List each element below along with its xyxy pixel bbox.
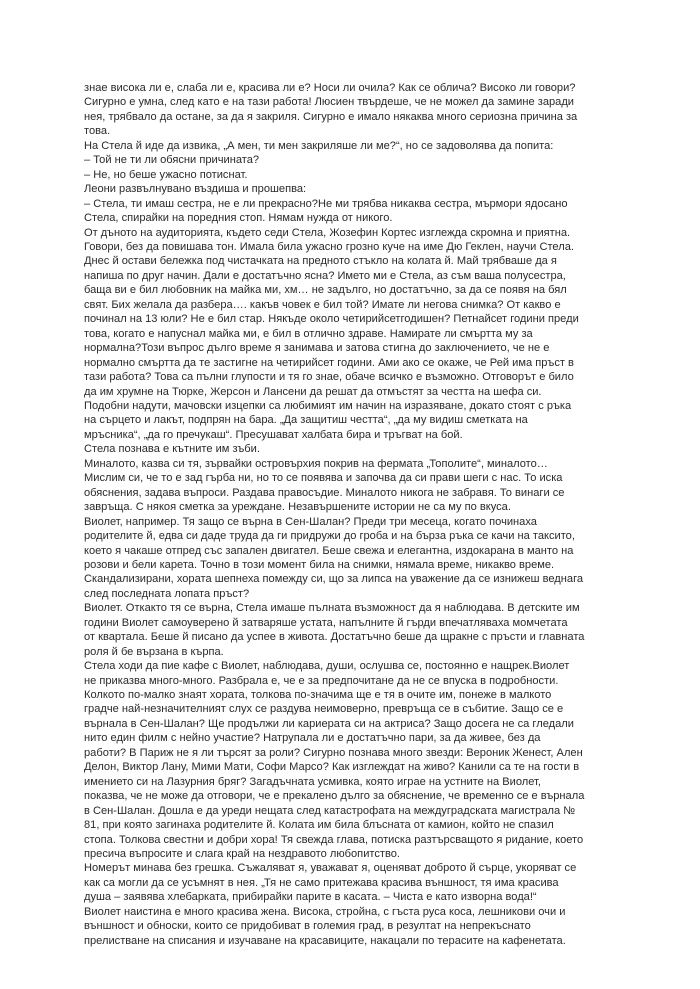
text-line: Скандализирани, хората шепнеха помежду си, що за липса на уважение да се изнижеш веднага	[84, 573, 584, 586]
text-line: Стела познава е кътните им зъби.	[84, 443, 260, 456]
text-line: тази работа? Това са пълни глупости и тя го знае, обаче всичко е възможно. Отговорът е било	[84, 371, 574, 384]
text-line: роля й бе вързана в кърпа.	[84, 645, 224, 658]
text-line: родителите й, едва си даде труда да ги придружи до гроба и на бърза ръка се качи на таксито,	[84, 530, 575, 543]
text-line: от квартала. Беше й писано да успее в живота. Достатъчно беше да щракне с пръсти и главната	[84, 631, 585, 644]
text-line: да им хрумне на Тюрке, Жерсон и Лансени да решат да отмъстят за честта на шефа си.	[84, 385, 542, 398]
text-line: върнала в Сен-Шалан? Ще продължи ли кариерата си на актриса? Защо досега не са гледали	[84, 717, 574, 730]
text-line: Сигурно е умна, след като е на тази работа! Люсиен твърдеше, че не можел да замине заради	[84, 96, 574, 109]
text-line: обяснения, задава въпроси. Раздава правосъдие. Миналото никога не забравя. То винаги се	[84, 486, 565, 499]
text-line: нито един филм с нейно участие? Натрупала ли е достатъчно пари, за да живее, без да	[84, 732, 541, 745]
text-line: Колкото по-малко знаят хората, толкова по-значима ще е тя в очите им, понеже в малкото	[84, 689, 552, 702]
text-line: това.	[84, 125, 111, 138]
text-line: години Виолет самоуверено й затваряше устата, напълните й гърди впечатляваха момчетата	[84, 616, 568, 629]
text-line: – Той не ти ли обясни причината?	[84, 154, 260, 167]
text-line: Говори, без да повишава тон. Имала била ужасно грозно куче на име Дю Геклен, научи Стела.	[84, 240, 574, 253]
text-line: Номерът минава без грешка. Съжаляват я, уважават я, оценяват доброто й сърце, укоряват се	[84, 862, 577, 875]
text-line: нормално смъртта да те застигне на четирийсет години. Ами ако се окаже, че Рей има пръст в	[84, 356, 574, 369]
text-line: Днес й остави бележка под чистачката на предното стъкло на колата й. Май трябваше да я	[84, 255, 557, 268]
text-line: което я чакаше отпред със запален двигател. Беше свежа и елегантна, издокарана в манто на	[84, 544, 574, 557]
text-line: душа – заявява хлебарката, прибирайки парите в касата. – Чиста е като изворна вода!“	[84, 891, 537, 904]
text-line: на сърцето и лакът, подпрян на бара. „Да защитиш честта“, „да му видиш сметката на	[84, 414, 528, 427]
text-line: 81, при която загинаха родителите й. Колата им била блъсната от камион, който не спазил	[84, 819, 554, 832]
text-line: – Стела, ти имаш сестра, не е ли прекрасно?Не ми трябва никаква сестра, мърмори ядосано	[84, 197, 568, 210]
text-line: розови и бели карета. Точно в този момент била на снимки, нямала време, никакво време.	[84, 558, 555, 571]
text-line: Леони развълнувано въздиша и прошепва:	[84, 183, 307, 196]
text-line: свят. Бих желала да разбера…. какъв човек е бил той? Имате ли негова снимка? От какво е	[84, 298, 561, 311]
text-line: баща ви е бил любовник на майка ми, хм… не задълго, но достатъчно, за да се появя на бял	[84, 284, 567, 297]
text-line: нея, трябвало да остане, за да я закриля. Сигурно е имало някаква много сериозна причина за	[84, 110, 578, 123]
text-line: пресича въпросите и слага край на нездравото любопитство.	[84, 848, 400, 861]
text-line: стопа. Толкова свестни и добри хора! Тя свежда глава, потиска разтърсващото я ридание, което	[84, 833, 584, 846]
text-line: Стела, спирайки на поредния стоп. Нямам нужда от никого.	[84, 212, 393, 225]
text-line: Виолет наистина е много красива жена. Висока, стройна, с гъста руса коса, лешникови очи и	[84, 905, 566, 918]
text-line: работи? В Париж не я ли търсят за роли? Сигурно познава много звезди: Вероник Женест, Ален	[84, 746, 583, 759]
text-line: завръща. С някоя сметка за уреждане. Незавършените истории не са му по вкуса.	[84, 501, 511, 514]
text-line: мръсника“, „да го пречукаш“. Пресушават халбата бира и тръгват на бой.	[84, 428, 463, 441]
text-line: напиша по друг начин. Дали е достатъчно ясна? Името ми е Стела, аз съм ваша полусестра,	[84, 269, 566, 282]
text-line: прелистване на списания и изучаване на красавиците, накацали по терасите на кафенетата.	[84, 934, 566, 947]
text-line: нормална?Този въпрос дълго време я занимава и затова стигна до заключението, че не е	[84, 342, 550, 355]
text-line: Делон, Виктор Лану, Мими Мати, Софи Марсо? Как изглеждат на живо? Канили са те на гости в	[84, 761, 580, 774]
text-line: не приказва много-много. Разбрала е, че е за предпочитане да не се впуска в подробности.	[84, 674, 559, 687]
text-line: От дъното на аудиторията, където седи Стела, Жозефин Кортес изглежда скромна и приятна.	[84, 226, 571, 239]
text-line: външност и обноски, които се придобиват в големия град, в резултат на непрекъснато	[84, 920, 531, 933]
text-line: Подобни надути, мачовски изцепки са любимият им начин на изразяване, докато стоят с ръка	[84, 399, 572, 412]
text-line: Виолет, например. Тя защо се върна в Сен-Шалан? Преди три месеца, когато починаха	[84, 515, 537, 528]
text-line: градче най-незначителният слух се раздува неимоверно, превръща се в събитие. Защо се е	[84, 703, 564, 716]
text-line: починал на 13 юли? Не е бил стар. Някъде около четирийсетгодишен? Петнайсет години преди	[84, 313, 579, 326]
document-body-text	[84, 81, 620, 948]
text-line: – Не, но беше ужасно потиснат.	[84, 168, 248, 181]
text-line: Мислим си, че то е зад гърба ни, но то се появява и започва да си прави шеги с нас. То иска	[84, 472, 563, 485]
text-line: На Стела й иде да извика, „А мен, ти мен закриляше ли ме?“, но се задоволява да попита:	[84, 139, 554, 152]
text-line: след последната лопата пръст?	[84, 587, 250, 600]
text-line: как са могли да се усъмнят в нея. „Тя не само притежава красива външност, тя има красива	[84, 876, 559, 889]
text-line: знае висока ли е, слаба ли е, красива ли е? Носи ли очила? Как се облича? Високо ли говори?	[84, 82, 576, 94]
text-line: имението си на Лазурния бряг? Загадъчната усмивка, която играе на устните на Виолет,	[84, 775, 541, 788]
text-line: в Сен-Шалан. Дошла е да уреди нещата след катастрофата на междуградската магистрала №	[84, 804, 576, 817]
text-line: Стела ходи да пие кафе с Виолет, наблюдава, души, ослушва се, постоянно е нащрек.Виолет	[84, 660, 570, 673]
text-line: Миналото, казва си тя, зървайки островърхия покрив на фермата „Тополите“, миналото…	[84, 457, 548, 470]
text-line: показва, че не може да отговори, че е прекалено дълго за обяснение, че временно се е върнала	[84, 790, 585, 803]
text-line: Виолет. Откакто тя се върна, Стела имаше пълната възможност да я наблюдава. В детските им	[84, 602, 580, 615]
text-line: това, когато е напуснал майка ми, е бил в отлично здраве. Намирате ли смъртта му за	[84, 327, 533, 340]
